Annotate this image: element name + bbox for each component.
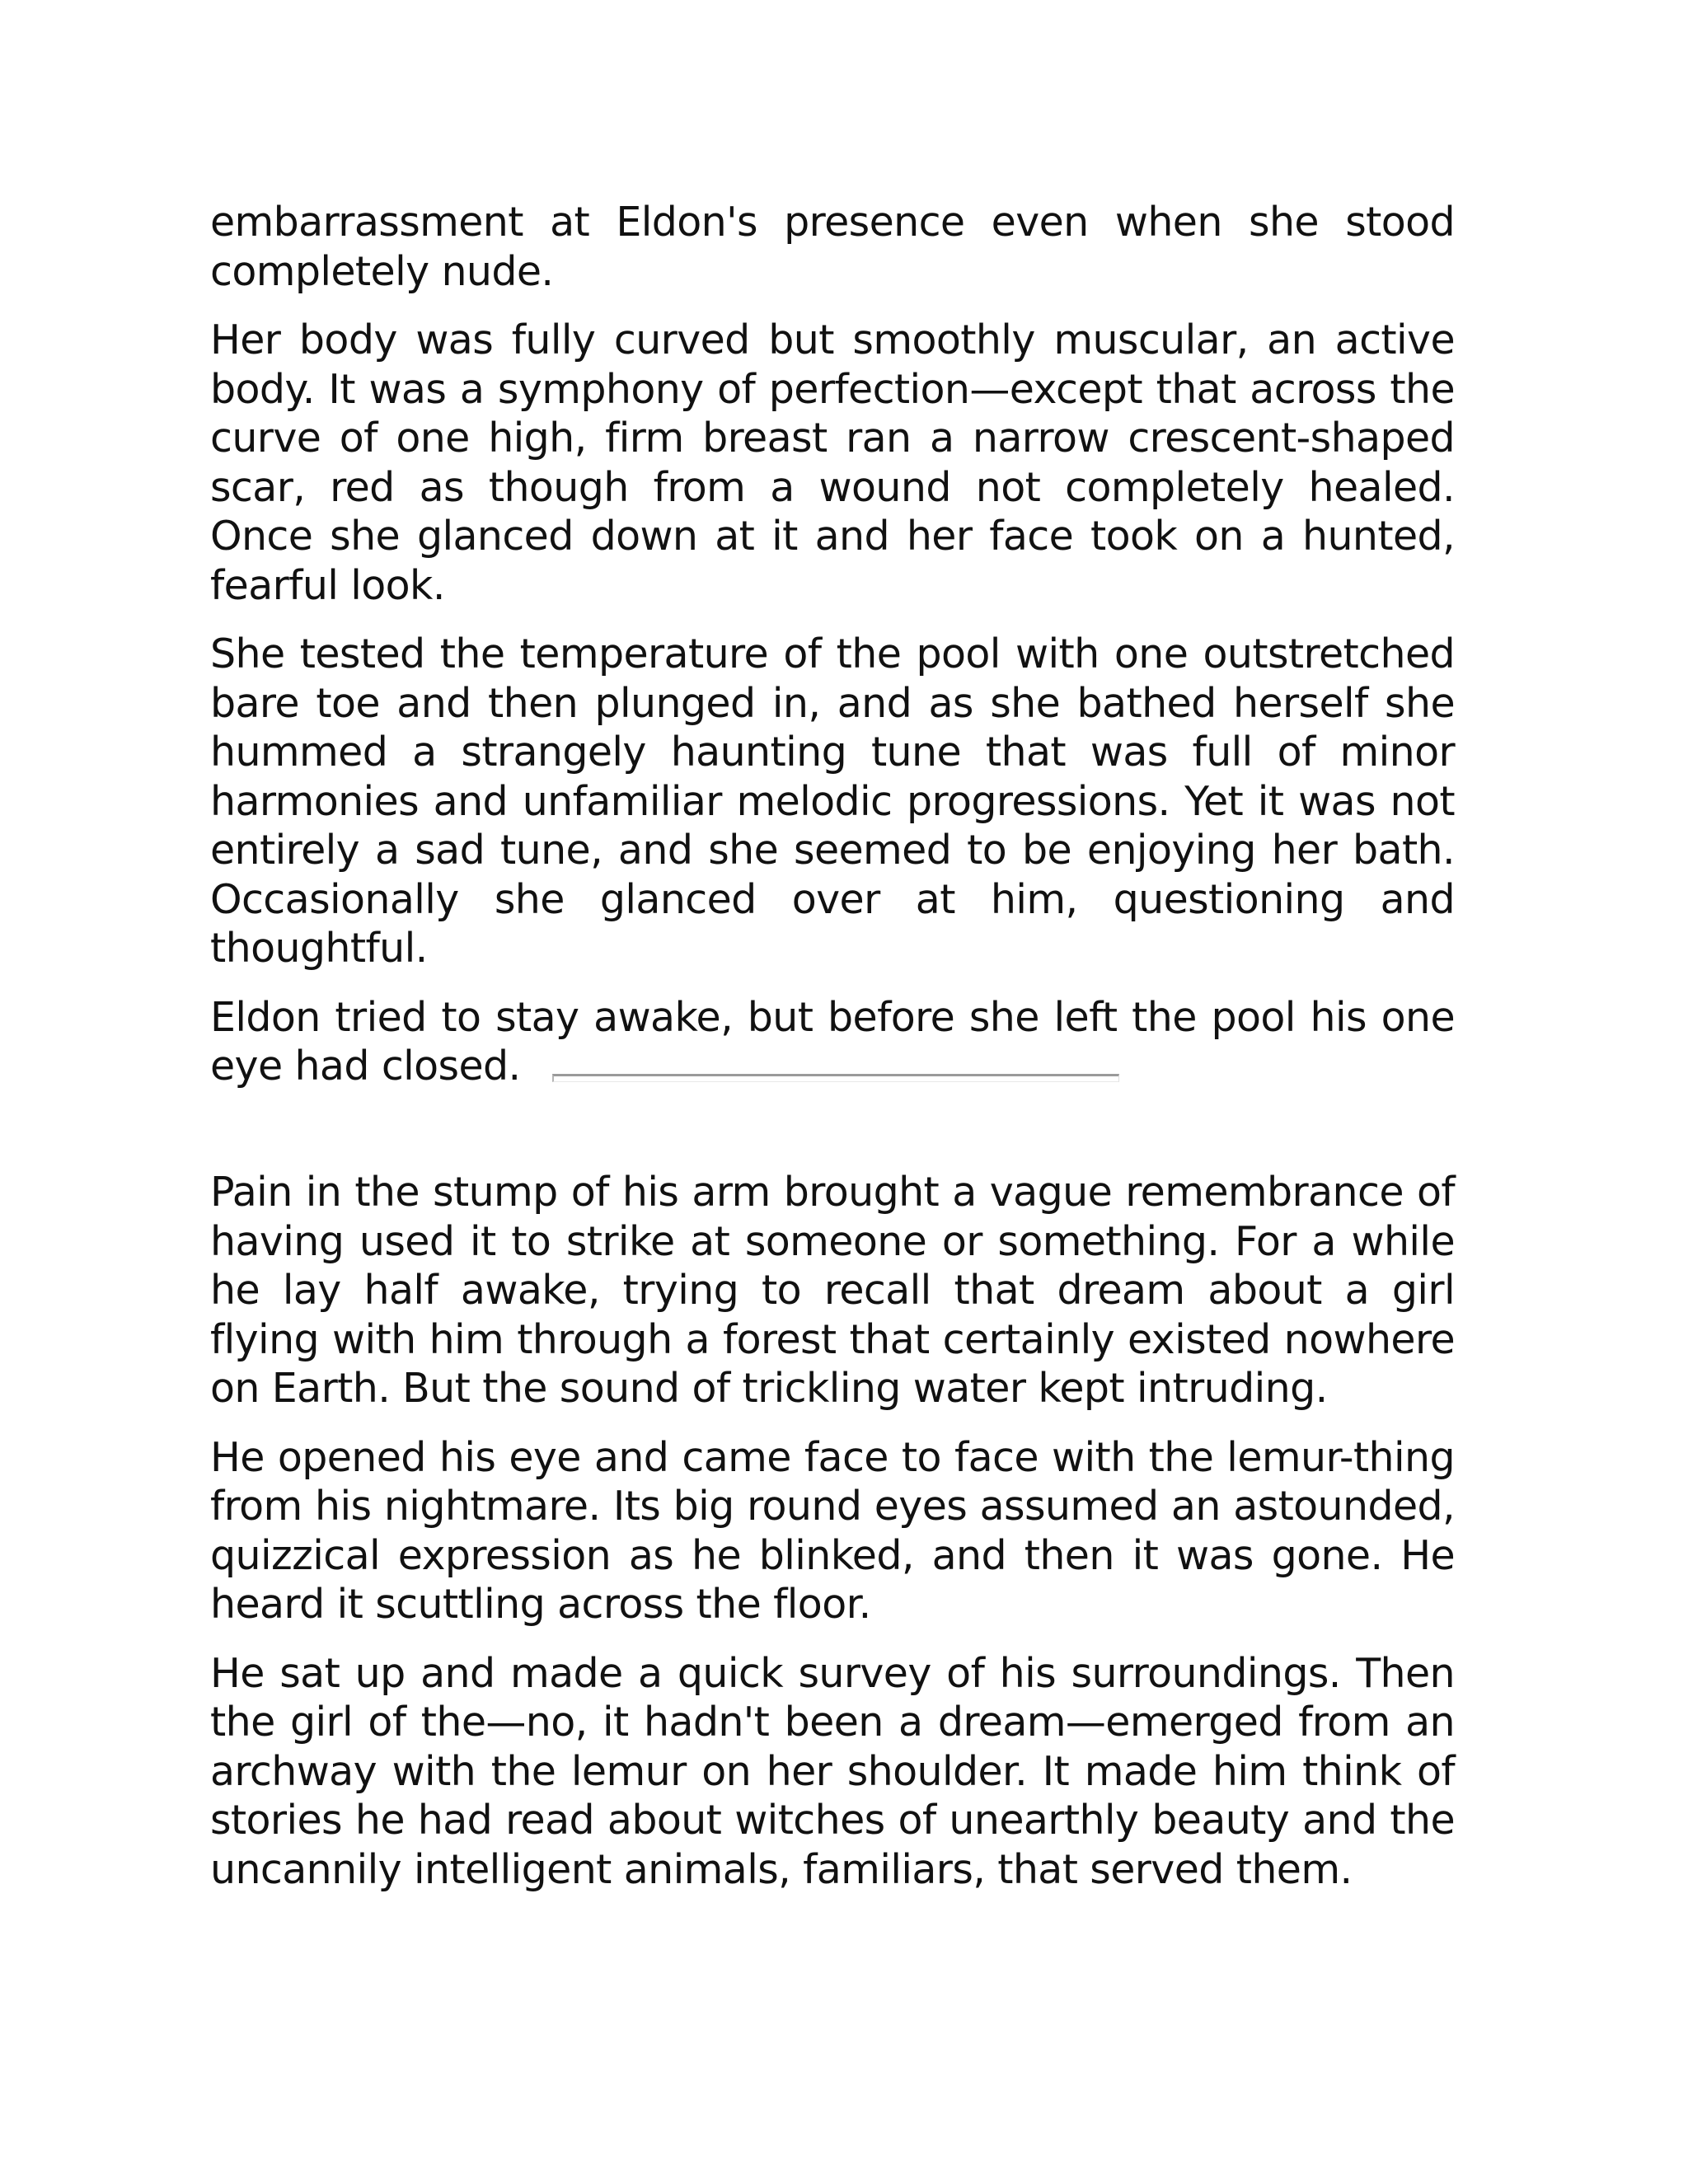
section-two (210, 1168, 1455, 1914)
paragraph: Her body was fully curved but smoothly muscular, an active body. It was a symphony of perfection—except that across the curve of one high, firm breast ran a narrow crescent-shaped scar, red as though from a wound not completely healed. Once she glanced down at it and her face took on a hunted, fearful look. (210, 316, 1455, 609)
paragraph: He sat up and made a quick survey of his surroundings. Then the girl of the—no, it hadn't been a dream—emerged from an archway with the lemur on her shoulder. It made him think of stories he had read about witches of unearthly beauty and the uncannily intelligent animals, familiars, that served them. (210, 1649, 1455, 1893)
paragraph: Eldon tried to stay awake, but before she left the pool his one eye had closed. (210, 993, 1455, 1090)
paragraph: embarrassment at Eldon's presence even when she stood completely nude. (210, 199, 1455, 295)
paragraph: He opened his eye and came face to face with the lemur-thing from his nightmare. Its big round eyes assumed an astounded, quizzical expression as he blinked, and then it was gone. He heard it scuttling across the floor. (210, 1433, 1455, 1628)
paragraph: Pain in the stump of his arm brought a vague remembrance of having used it to strike at someone or something. For a while he lay half awake, trying to recall that dream about a girl flying with him through a forest that certainly existed nowhere on Earth. But the sound of trickling water kept intruding. (210, 1169, 1455, 1412)
section-divider (552, 1074, 1119, 1082)
section-one (210, 198, 1455, 1111)
paragraph: She tested the temperature of the pool with one outstretched bare toe and then plunged in, and as she bathed herself she hummed a strangely haunting tune that was full of minor harmonies and unfamiliar melodic progressions. Yet it was not entirely a sad tune, and she seemed to be enjoying her bath. Occasionally she glanced over at him, questioning and thoughtful. (210, 630, 1455, 972)
